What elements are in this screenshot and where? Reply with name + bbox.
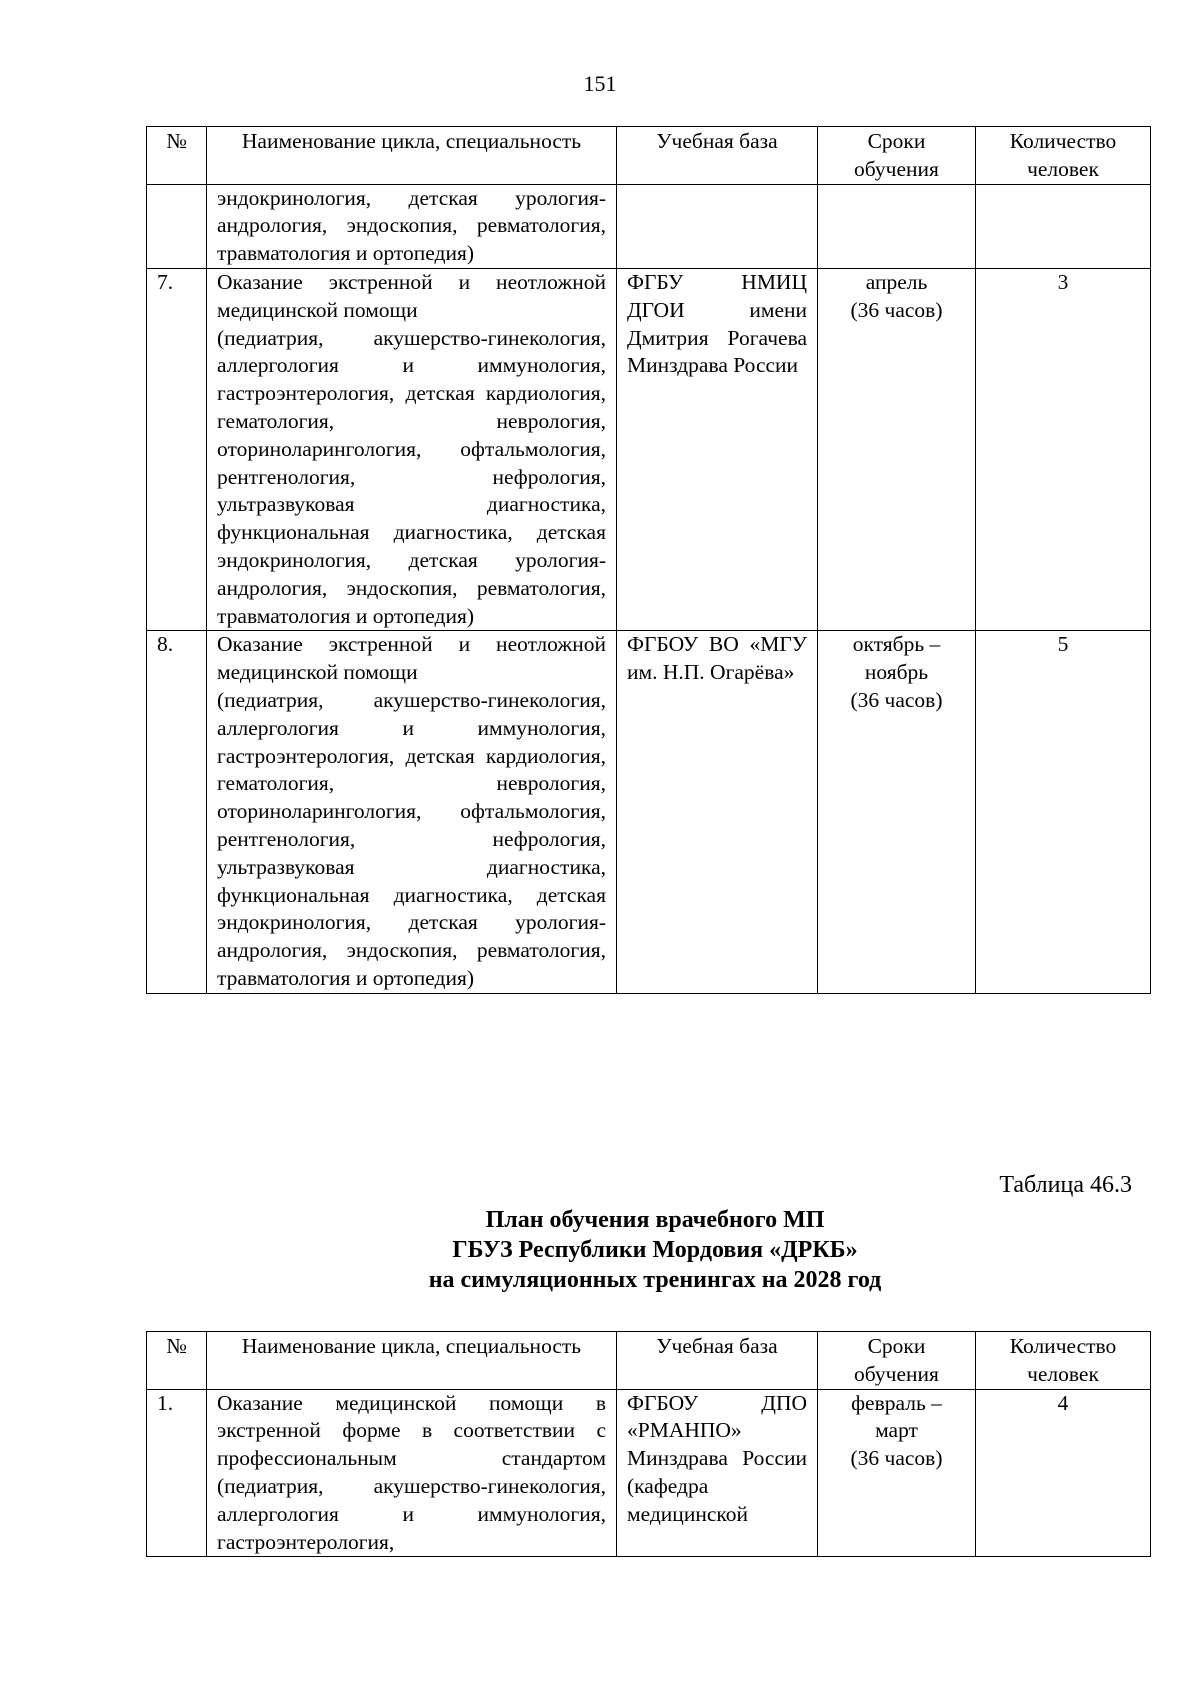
table-row [147,1389,1151,1557]
row-num [147,184,207,268]
header-term: Сроки обучения [818,127,976,185]
section-title-line-3: на симуляционных тренингах на 2028 год [428,1267,882,1293]
row-term: октябрь – ноябрь (36 часов) [818,631,976,993]
row-count: 3 [976,268,1151,630]
table-header-row [147,1332,1151,1390]
row-count: 4 [976,1389,1151,1557]
table-row [147,631,1151,993]
header-count: Количество человек [976,1332,1151,1390]
row-num: 8. [147,631,207,993]
table-row [147,268,1151,630]
row-name: Оказание экстренной и неотложной медицинской помощи (педиатрия, акушерство-гинекология, аллергология и иммунология, гастроэнтерология, детская кардиология, гематология, неврология, оториноларингология, офтальмология, рентгенология, нефрология, ультразвуковая диагностика, функциональная диагностика, детская эндокринология, детская урология-андрология, эндоскопия, ревматология, травматология и ортопедия) [207,268,617,630]
section-title-line-2: ГБУЗ Республики Мордовия «ДРКБ» [452,1237,858,1263]
page-number: 151 [583,71,617,96]
section-title [0,1205,1200,1295]
row-base: ФГБОУ ВО «МГУ им. Н.П. Огарёва» [617,631,818,993]
header-base: Учебная база [617,1332,818,1390]
header-num: № [147,1332,207,1390]
header-count: Количество человек [976,127,1151,185]
training-plan-table-continued [146,126,1151,994]
row-term: февраль – март (36 часов) [818,1389,976,1557]
row-name: Оказание медицинской помощи в экстренной форме в соответствии с профессиональным стандартом (педиатрия, акушерство-гинекология, аллергология и иммунология, гастроэнтерология, [207,1389,617,1557]
header-term: Сроки обучения [818,1332,976,1390]
row-term: апрель (36 часов) [818,268,976,630]
row-name: Оказание экстренной и неотложной медицинской помощи (педиатрия, акушерство-гинекология, аллергология и иммунология, гастроэнтерология, детская кардиология, гематология, неврология, оториноларингология, офтальмология, рентгенология, нефрология, ультразвуковая диагностика, функциональная диагностика, детская эндокринология, детская урология-андрология, эндоскопия, ревматология, травматология и ортопедия) [207,631,617,993]
table-row [147,184,1151,268]
table-caption: Таблица 46.3 [999,1172,1132,1198]
section-title-line-1: План обучения врачебного МП [485,1207,825,1233]
row-name: эндокринология, детская урология-андрология, эндоскопия, ревматология, травматология и ортопедия) [207,184,617,268]
row-base: ФГБУ НМИЦ ДГОИ имени Дмитрия Рогачева Минздрава России [617,268,818,630]
header-base: Учебная база [617,127,818,185]
row-term [818,184,976,268]
header-name: Наименование цикла, специальность [207,127,617,185]
header-name: Наименование цикла, специальность [207,1332,617,1390]
table-header-row [147,127,1151,185]
row-base: ФГБОУ ДПО «РМАНПО» Минздрава России (кафедра медицинской [617,1389,818,1557]
row-num: 7. [147,268,207,630]
row-count [976,184,1151,268]
row-base [617,184,818,268]
header-num: № [147,127,207,185]
training-plan-table-2028 [146,1331,1151,1557]
row-num: 1. [147,1389,207,1557]
row-count: 5 [976,631,1151,993]
